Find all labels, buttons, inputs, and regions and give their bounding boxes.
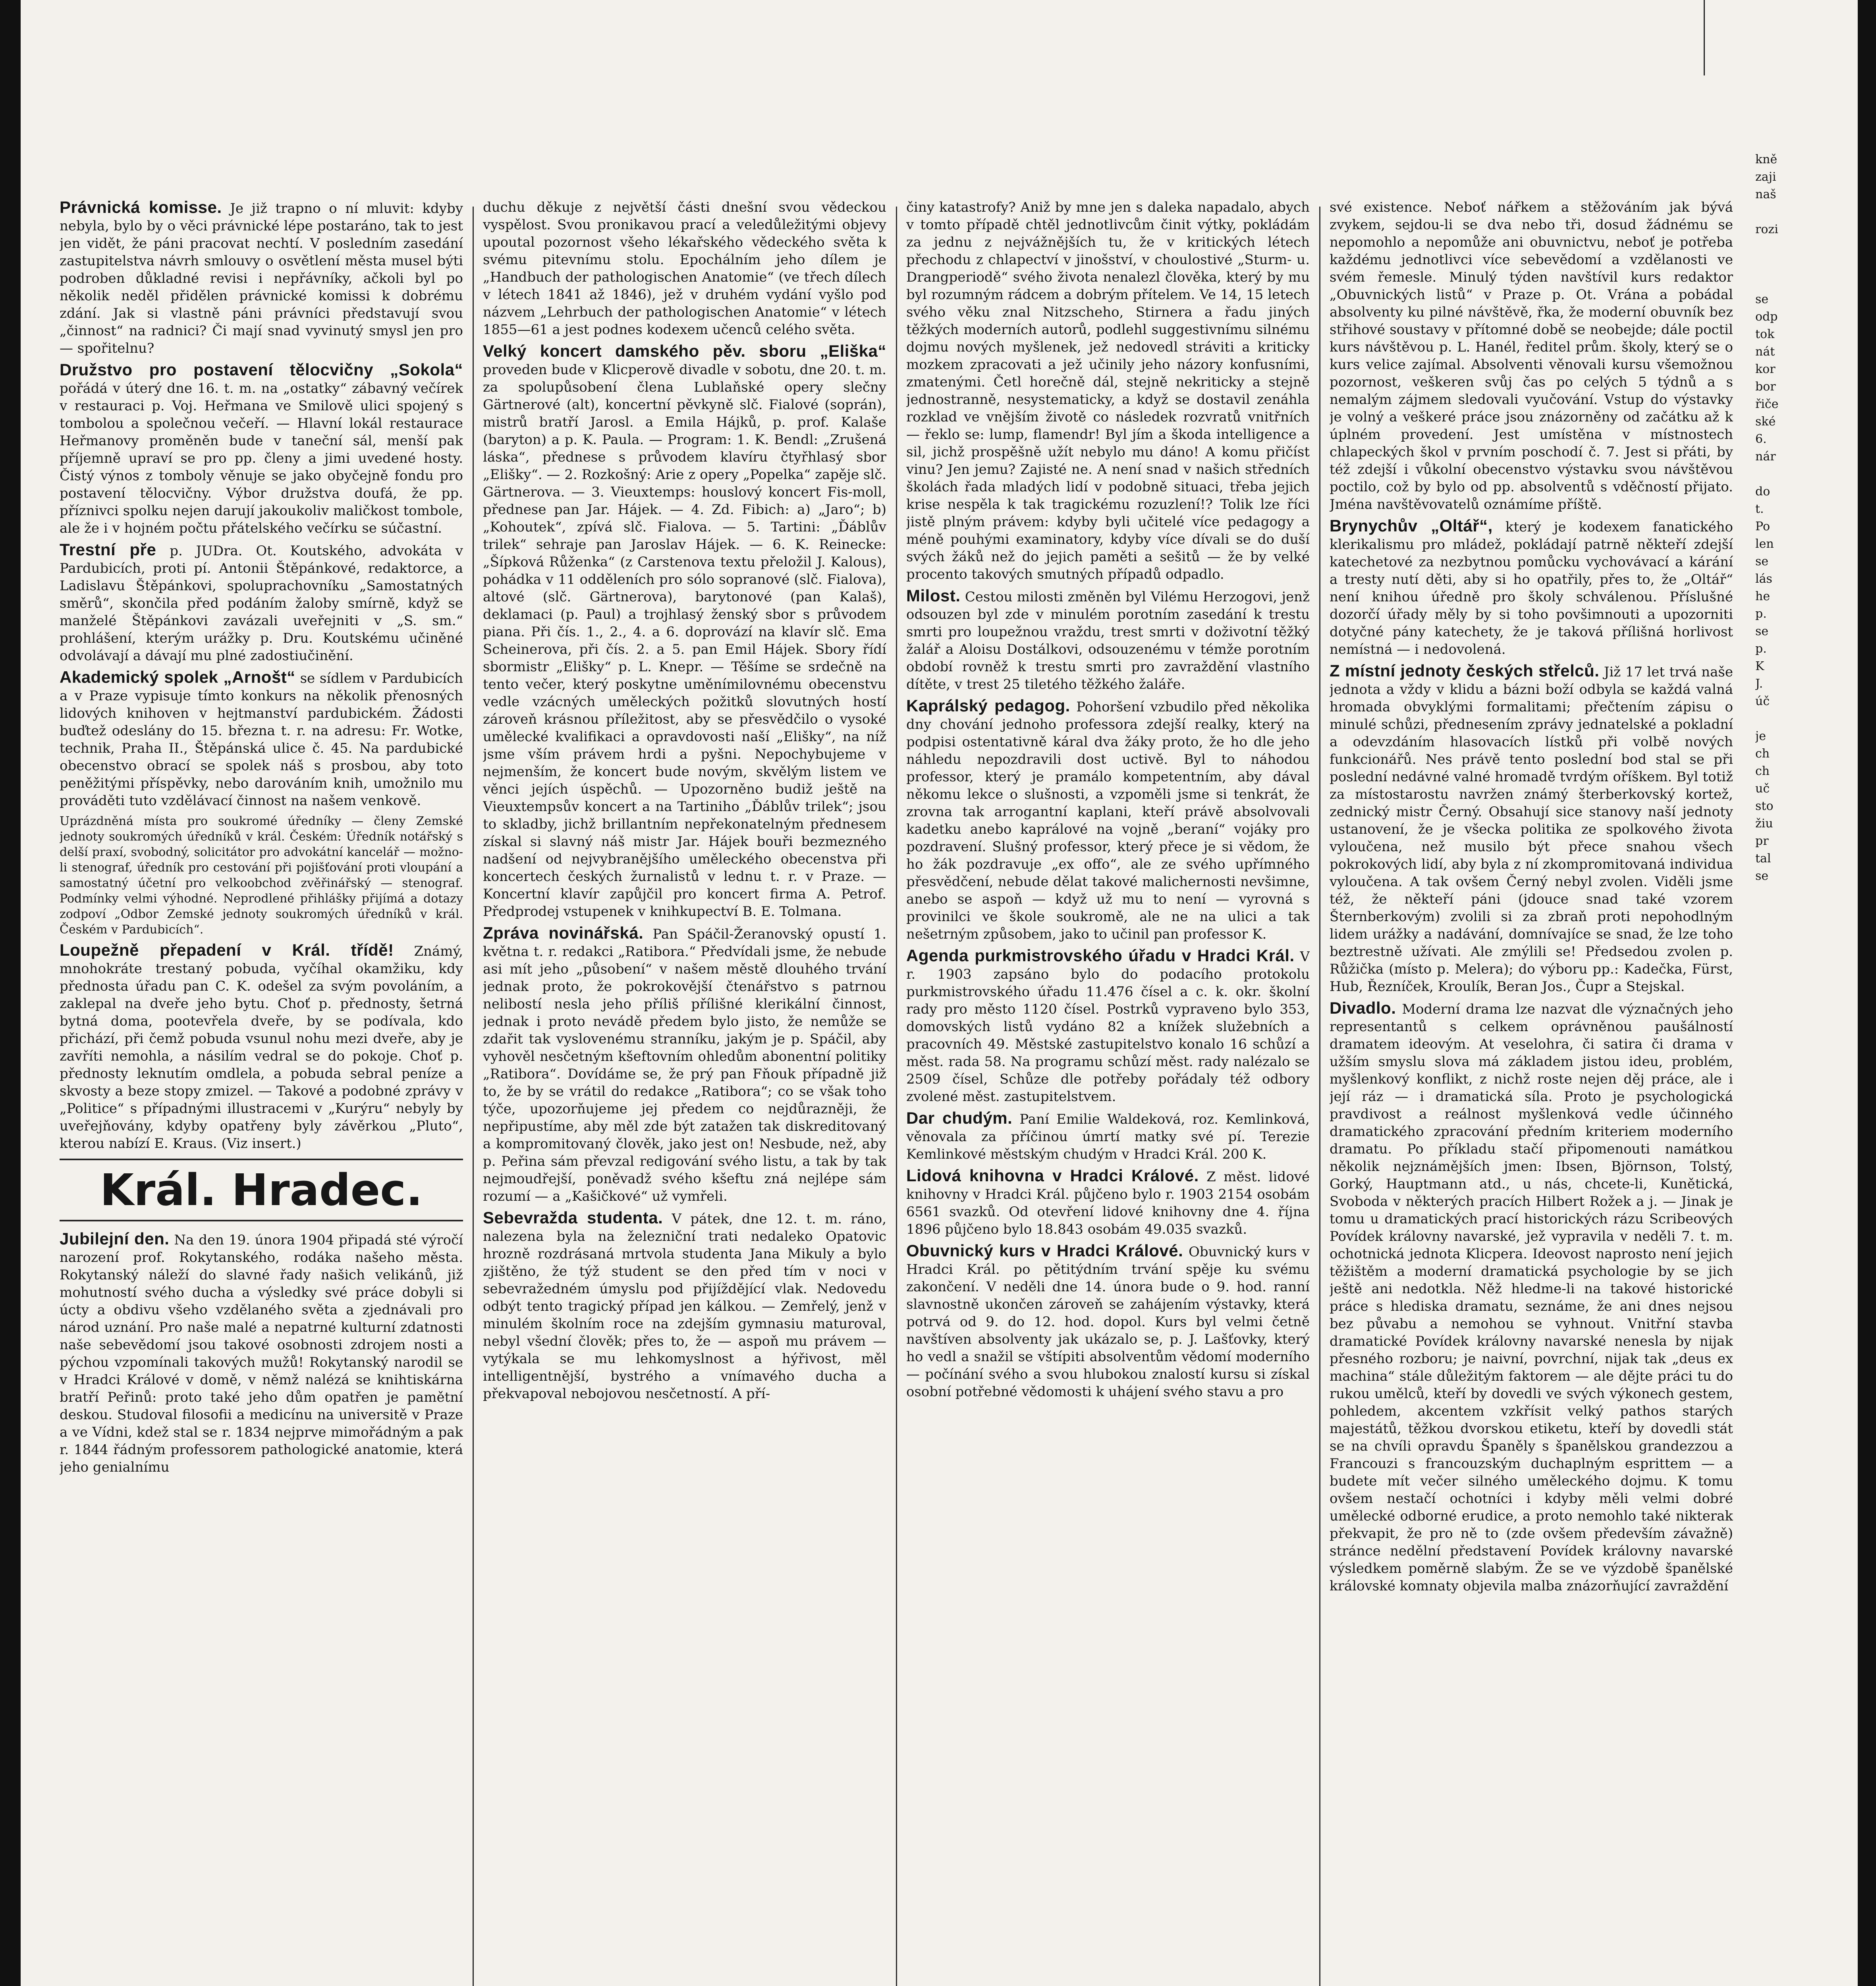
fragment-line: kor — [1755, 362, 1776, 376]
article-text: Cestou milosti změněn byl Vilému Herzogovi, jenž odsouzen byl zde v minulém porotním zasedání k trestu smrti pro loupežnou vraždu, trest smrti v doživotní těžký žalář a Aloisu Dostálkovi, odsouzenému v témže porotním období rovněž k trestu smrti pro zavraždění vlastního dítěte, v trest 25 tiletého těžkého žaláře. — [906, 589, 1310, 692]
scan-edge-left — [0, 0, 21, 1986]
article-paragraph — [483, 342, 886, 920]
article-heading: Družstvo pro postavení tělocvičny „Sokola“ — [60, 360, 463, 379]
fragment-line: se — [1755, 624, 1769, 638]
article-text: Pan Spáčil-Žeranovský opustí 1. května t. r. redakci „Ratibora.“ Předvídali jsme, že nebude asi mít jeho „působení“ v našem městě dlouhého trvání jednak proto, že pokrokovější čtenářstvo s patrnou nelibostí nesla jeho příliš přílišné klerikální činnost, jednak i proto nevádě předem bylo jisto, že nemůže se zdařit tak vyslovenému stranníku, jakým je p. Spáčil, aby vyhověl nesčetným kšeftovním ohledům abonentní politiky „Ratibora“. Dovídáme se, že prý pan Fňouk případně již to, že by se vrátil do redakce „Ratibora“; co se však toho týče, upozorňujeme jej předem co nejdůrazněji, že nepřipustíme, aby měl zde být zatažen tak diskreditovaný a kompromitovaný člověk, jako jest on! Nesbude, než, aby p. Peřina sám převzal redigování svého listu, a tak by tak nejmoudřejší, poněvadž svého kšeftu zná nejlépe sám rozumí — a „Kašičkové“ už vymřeli. — [483, 926, 886, 1204]
column-1 — [60, 199, 463, 1986]
fragment-line: sto — [1755, 799, 1774, 813]
fragment-line — [1755, 256, 1851, 273]
article-heading: Loupežně přepadení v Král. třídě! — [60, 941, 394, 959]
article-paragraph — [906, 1242, 1310, 1401]
column-2 — [483, 199, 886, 1986]
article-paragraph — [60, 361, 463, 537]
article-heading: Akademický spolek „Arnošt“ — [60, 668, 295, 686]
fragment-line: he — [1755, 589, 1770, 603]
article-paragraph — [483, 199, 886, 338]
article-text: Moderní drama lze nazvat dle význačných jeho representantů s celkem oprávněnou paušálností dramatem ideovým. At veselohra, či satira či drama v užším smyslu slova má základem jistou ideu, problém, myšlenkový konflikt, z nichž roste nejen děj práce, ale i její ráz — i dramatická síla. Proto je psychologická pravdivost a reálnost myšlenková vedle účinného dramatického zpracování předním kriteriem moderního dramatu. Po příkladu stačí připomenouti namátkou několik nejznámějších jmen: Ibsen, Björnson, Tolstý, Gorký, Hauptmann atd., u nás, chcete-li, Kunětická, Svoboda v některých pracích Hilbert Rožek a j. — Jinak je tomu u dramatických prací historických rázu Scribeových Povídek královny navarské, jež vypravila v neděli 7. t. m. ochotnická jednota Klicpera. Ideovost naprosto není jejich těžištěm a moderní dramatická psychologie by se jich ještě ani nedotkla. Něž hledme-li na takové historické práce s hlediska dramatu, seznáme, že ani dnes nejsou bez půvabu a nemohou se vyhnout. Vnitřní stavba dramatické Povídek královny navarské nenesla by nijak přesného rozboru; je naivní, povrchní, nijak tak „deus ex machina“ stále důležitým faktorem — ale dějte práci tu do rukou umělců, kteří by dovedli ve svých výkonech gestem, pohledem, akcentem vzkřísit velký pathos starých majestátů, těžkou dvorskou etiketu, kteří by dovedli stát se na chvíli opravdu Španěly s španělskou grandezzou a Francouzi s francouzským duchaplným esprittem — a budete mít večer silného uměleckého dojmu. K tomu ovšem nestačí ochotníci i kdyby měli velmi dobré umělecké odborné erudice, a proto nemohlo také nikterak překvapit, že pro ně to (zde ovšem především závažně) stránce nedělní představení Povídek královny navarské výsledkem poměrně slabým. Že se ve výzdobě španělské královské komnaty objevila malba znázorňující zavraždění — [1330, 1001, 1733, 1594]
article-heading: Brynychův „Oltář“, — [1330, 516, 1493, 535]
article-paragraph — [60, 813, 463, 937]
fragment-line: ch — [1755, 747, 1770, 761]
article-text: p. JUDra. Ot. Koutského, advokáta v Pardubicích, proti pí. Antonii Štěpánkové, redaktorce, a Ladislavu Štěpánkovi, spoluprachovníku „Samostatných směrů“, skončila před podáním žaloby smírně, když se manželé Štěpánkovi zavázali uveřejniti v „S. sm.“ prohlášení, kterým urážky p. Dru. Koutskému učiněné odvolávají a dávají mu plné zadostiučinění. — [60, 543, 463, 664]
fragment-line — [1755, 710, 1851, 728]
top-rule — [1704, 0, 1705, 75]
fragment-line: J. — [1755, 677, 1763, 691]
fragment-line: K — [1755, 659, 1764, 673]
article-paragraph — [60, 668, 463, 809]
article-heading: Lidová knihovna v Hradci Králové. — [906, 1166, 1199, 1185]
article-heading: Právnická komisse. — [60, 199, 222, 216]
section-heading: Král. Hradec. — [60, 1159, 463, 1221]
fragment-line: t. — [1755, 502, 1764, 516]
fragment-line: uč — [1755, 782, 1770, 796]
article-heading: Sebevražda studenta. — [483, 1208, 663, 1227]
fragment-line — [1755, 273, 1851, 291]
column-4 — [1330, 199, 1733, 1986]
article-paragraph — [1330, 662, 1733, 995]
fragment-line: řiče — [1755, 397, 1779, 411]
fragment-line: se — [1755, 869, 1769, 883]
article-text: činy katastrofy? Aniž by mne jen s daleka napadalo, abych v tomto případě chtěl jednotlivcům činit výtky, pokládám za jednu z nejvážnějších tu, že v kritických létech přechodu z chlapectví v jinošství, v choulostivé „Sturm- u. Drangperiodě“ svého života nenalezl člověka, který by mu byl rozumným rádcem a dobrým přítelem. Ve 14, 15 letech svého věku znal Nitzscheho, Stirnera a řadu jiných těžkých moderních autorů, podlehl suggestivnímu silnému dojmu nových myšlenek, jež nedovedl stráviti a kriticky mozkem zpracovati a jež učinily jeho názory konfusními, zmatenými. Četl horečně dál, stejně nekriticky a stejně jednostranně, nesystematicky, a když se dostavil zenáhla rozklad ve vnějším životě co následek rozvratů vnitřních — řeklo se: lump, flamendr! Byl jím a škoda intelligence a sil, jichž prospěšně užít nebylo mu dáno! A komu přičíst vinu? Jen jemu? Zajisté ne. A není snad v našich středních školách řada mladých lidí v podobně situaci, třeba jejich krise nespěla k tak tragickému rozuzlení!? Tolik lze říci jistě plným právem: kdyby byli učitelé více pedagogy a méně pouhými examinatory, kdyby více dívali se do duší svých žáků než do jejich paměti a sešitů — že by velké procento takových smutných případů odpadlo. — [906, 199, 1310, 582]
article-text: pořádá v úterý dne 16. t. m. na „ostatky“ zábavný večírek v restauraci p. Voj. Heřmana ve Smilově ulici spojený s tombolou a společnou večeří. — Hlavní lokál restaurace Heřmanovy proměněn bude v taneční sál, menší pak příjemně upraví se pro pp. členy a jimi uvedené hosty. Čistý výnos z tomboly věnuje se jako obyčejně fondu pro postavení tělocvičny. Výbor družstva doufá, že pp. příznivci spolku nejen darují jakoukoliv maličkost tombole, ale že i v hojném počtu přátelského večírku se súčastní. — [60, 381, 463, 536]
article-paragraph — [483, 924, 886, 1205]
article-paragraph — [906, 199, 1310, 583]
article-text: Již 17 let trvá naše jednota a vždy v klidu a bázni boží odbyla se každá valná hromada obvyklými formalitami; přečtením zápisu o minulé schůzi, přednesením zprávy jednatelské a pokladní a odevzdáním hlasovacích lístků při volbě nových funkcionářů. Nes právě tento poslední bod stal se při poslední nedávné valné hromadě tvrdým oříškem. Byl totiž za místostarostu navržen známý šterberkovský kortež, zednický mistr Černý. Obsahují sice stanovy naší jednoty ustanovení, že je všecka politika ze spolkového života vyloučena, než musilo být přece snahou všech pokrokových lidí, aby byla z ní zkompromitovaná individua vyloučena. A tak ovšem Černý nebyl zvolen. Viděli jsme též, že někteří páni (jdouce snad také vzorem Šternberkovým) zvolili si za zbraň proti nepohodlným lidem urážky a nadávání, domnívajíce se snad, že lze toho beztrestně užívati. Ale zmýlili se! Předsedou zvolen p. Růžička (místo p. Melera); do výboru pp.: Kadečka, Fürst, Hub, Řezníček, Kroulík, Beran Jos., Čupr a Stejskal. — [1330, 664, 1733, 995]
article-paragraph — [60, 941, 463, 1152]
article-paragraph — [906, 1109, 1310, 1163]
article-paragraph — [60, 199, 463, 357]
article-heading: Z místní jednoty českých střelců. — [1330, 661, 1600, 680]
article-paragraph — [906, 1167, 1310, 1238]
column-rule — [473, 207, 474, 1986]
fragment-line: p. — [1755, 642, 1767, 656]
fragment-line: nát — [1755, 345, 1775, 359]
article-paragraph — [1330, 999, 1733, 1595]
newspaper-page — [60, 199, 1733, 1986]
fragment-line: ch — [1755, 764, 1770, 778]
article-text: se sídlem v Pardubicích a v Praze vypisuje tímto konkurs na několik přenosných lidových knihoven v hejtmanství pardubickém. Žádosti buďtež odeslány do 15. března t. r. na adresu: Fr. Wotke, technik, Praha II., Štěpánská ulice č. 45. Na pardubické obecenstvo obrací se spolek náš s prosbou, aby toto peněžitými příspěvky, nebo darováním knih, umožnilo mu prováděti tuto vzdělávací činnost na našem venkově. — [60, 670, 463, 809]
fragment-line: do — [1755, 485, 1770, 498]
fragment-line: je — [1755, 729, 1766, 743]
article-heading: Divadlo. — [1330, 999, 1396, 1017]
adjacent-page-fragment — [1755, 151, 1851, 1819]
article-paragraph — [906, 697, 1310, 943]
article-heading: Trestní pře — [60, 540, 156, 559]
column-rule — [896, 207, 897, 1986]
fragment-line — [1755, 238, 1851, 256]
article-text: Paní Emilie Waldeková, roz. Kemlinková, věnovala za příčinou úmrtí matky své pí. Terezie Kemlinkové městským chudým v Hradci Král. 200 K. — [906, 1111, 1310, 1162]
article-paragraph — [60, 1230, 463, 1476]
column-3 — [906, 199, 1310, 1986]
article-text: Pohoršení vzbudilo před několika dny chování jednoho professora zdejší realky, který na podpisi ostentativně káral dva žáky proto, že ho dle jeho náhledu nepozdravili dost uctivě. Byl to náhodou professor, který je pramálo kompetentním, aby dával někomu lekce o slušnosti, a vzpoměli jsme si tenkrát, že zrovna tak arrogantní kaplani, kteří právě absolvovali kadetku anebo kaprálové na vojně „beraní“ vojáky pro pozdravení. Slušný professor, který přece je si vědom, že ho žák pozdravuje „ex offo“, ale ze svého upřímného přesvědčení, nebude dělat takové malichernosti nevšimne, anebo se aspoň — když už mu to není — vyrovná s provinilci ve škole soukromě, ale ne na ulici a tak nešetrným způsobem, jako to učinil pan professor K. — [906, 699, 1310, 942]
scan-edge-right — [1858, 0, 1876, 1986]
fragment-line: úč — [1755, 694, 1770, 708]
fragment-line: žiu — [1755, 817, 1773, 831]
fragment-line — [1755, 203, 1851, 221]
fragment-line: ské — [1755, 415, 1776, 429]
article-paragraph — [906, 587, 1310, 693]
article-text: V pátek, dne 12. t. m. ráno, nalezena byla na železniční trati nedaleko Opatovic hrozně rozdrásaná mrtvola studenta Jana Mikuly a bylo zjištěno, že týž student se den před tím v noci v sebevražedném úmyslu pod přijíždějící vlak. Nedovedu odbýt tento tragický případ jen kálkou. — Zemřelý, jenž v minulém školním roce na zdejším gymnasiu maturoval, nebyl všední člověk; přes to, že — aspoň mu právem — vytýkala se mu lehkomyslnost a hýřivost, měl intelligentnější, bystrého a vnímavého ducha a překvapoval nebojovou nesčetností. A pří- — [483, 1211, 886, 1402]
article-heading: Jubilejní den. — [60, 1229, 170, 1248]
fragment-line: se — [1755, 292, 1769, 306]
fragment-line: lás — [1755, 572, 1772, 586]
article-heading: Dar chudým. — [906, 1109, 1013, 1127]
fragment-line: tok — [1755, 327, 1775, 341]
article-text: proveden bude v Klicperově divadle v sobotu, dne 20. t. m. za spolupůsobení člena Lublaňské opery slečny Gärtnerové (alt), koncertní pěvkyně slč. Fialové (soprán), mistrů bratří Jarosl. a Emila Hájků, p. prof. Kalaše (baryton) a p. K. Paula. — Program: 1. K. Bendl: „Zrušená láska“, přednese s průvodem klavíru čtyřhlasý sbor „Elišky“. — 2. Rozkošný: Arie z opery „Popelka“ zapěje slč. Gärtnerova. — 3. Vieuxtemps: houslový koncert Fis-moll, přednese pan Jar. Hájek. — 4. Zd. Fibich: a) „Jaro“; b) „Kohoutek“, zpívá slč. Fialova. — 5. Tartini: „Ďáblův trilek“ sehraje pan Jaroslav Hájek. — 6. K. Reinecke: „Šípková Růženka“ (z Carstenova textu přeložil J. Kalous), pohádka v 11 odděleních pro sólo sopranové (slč. Fialova), altové (slč. Gärtnerova), barytonové (pan Kalaš), deklamaci (p. Paul) a trojhlasý ženský sbor s průvodem piana. Při čís. 1., 2., 4. a 6. doprovází na klavír slč. Ema Scheinerova, při čís. 2. a 5. pan Emil Hájek. Sbory řídí sbormistr „Elišky“ p. L. Knepr. — Těšíme se srdečně na tento večer, který poskytne uměnímilovnému obecenstvu vedle vzácných uměleckých požitků slovutných hostí zároveň krásnou příležitost, aby se přesvědčilo o vysoké umělecké kvalifikaci a opravdovosti naší „Elišky“, na níž jsme vším právem hrdi a pyšni. Nepochybujeme v nejmenším, že koncert bude novým, skvělým listem ve věnci jejích úspěchů. — Upozorněno budiž ještě na Vieuxtempsův koncert a na Tartiniho „Ďáblův trilek“; jsou to skladby, jichž brillantním nepřekonatelným přednesem získal si slavný náš mistr Jar. Hájek bouři bezmezného nadšení od nejvybranějšího uměleckého obecenstva při koncertech českých žurnalistů v lednu t. r. v Praze. — Koncertní klavír zapůjčil pro koncert firma A. Petrof. Předprodej vstupenek v knihkupectví B. E. Tolmana. — [483, 362, 886, 920]
article-text: Obuvnický kurs v Hradci Král. po pětitýdním trvání spěje ku svému zakončení. V neděli dne 14. února bude o 9. hod. ranní slavnostně ukončen zároveň se zahájením výstavky, která potrvá od 9. do 12. hod. dopol. Kurs byl velmi četně navštíven absolventy jak ukázalo se, p. J. Lašťovky, který ho vedl a snažil se vštípiti absolventům vědomí moderního — počínání svého a svou hlubokou znalostí kursu si získal osobní potřebné vědomosti k uhájení svého stavu a pro — [906, 1244, 1310, 1400]
article-text: který je kodexem fanatického klerikalismu pro mládež, pokládají patrně někteří zdejší katechetové za nezbytnou pomůcku vychovávací a kárání a tresty nutí děti, aby si ho opatřily, přes to, že „Oltář“ není knihou úředně pro školy schválenou. Příslušné dozorčí úřady měly by si toho povšimnouti a upozorniti dotyčné pány katechety, že je taková přílišná horlivost nemístná — i nedovolená. — [1330, 519, 1733, 657]
article-text: Je již trapno o ní mluvit: kdyby nebyla, bylo by o věci právnické lépe postaráno, tak to jest jen vidět, že páni pracovat nechtí. V posledním zasedání zastupitelstva návrh smlouvy o osvětlení města musel býti podroben důkladné revisi i nepřávníky, ačkoli byl po několik neděl přidělen právnické komissi k dobrému zdání. Jak si vlastně páni právníci představují svou „činnost“ na radnici? Či mají snad vyvinutý smysl jen pro — spořitelnu? — [60, 201, 463, 356]
fragment-line: Po — [1755, 520, 1770, 533]
fragment-line — [1755, 466, 1851, 483]
fragment-line: 6. — [1755, 432, 1767, 446]
article-text: Na den 19. února 1904 připadá sté výročí narození prof. Rokytanského, rodáka našeho města. Rokytanský náleží do slavné řady našich velikánů, již mohutností svého ducha a výsledky své práce dobyli si úcty a obdivu všeho vzdělaného světa a zjednávali pro národ uznání. Pro naše malé a nepatrné kulturní zdatnosti naše sebevědomí jsou takové osobnosti zdrojem nosti a pýchou vzpomínali takových mužů! Rokytanský narodil se v Hradci Králové v domě, v němž nalézá se knihtiskárna bratří Peřinů: proto také jeho dům opatřen je pamětní deskou. Studoval filosofii a medicínu na universitě v Praze a ve Vídni, kdež stal se r. 1834 nejprve mimořádným a pak r. 1844 řádným professorem pathologické anatomie, která jeho genialnímu — [60, 1232, 463, 1475]
fragment-line: bor — [1755, 380, 1776, 394]
article-heading: Obuvnický kurs v Hradci Králové. — [906, 1241, 1183, 1260]
fragment-line: odp — [1755, 310, 1778, 324]
article-paragraph — [1330, 517, 1733, 658]
article-paragraph — [483, 1209, 886, 1403]
article-paragraph — [906, 947, 1310, 1105]
article-paragraph — [1330, 199, 1733, 513]
fragment-line: rozi — [1755, 222, 1778, 236]
article-text: V r. 1903 zapsáno bylo do podacího protokolu purkmistrovského úřadu 11.476 čísel a c. k. okr. školní rady pro město 1120 čísel. Postrků vypraveno bylo 353, domovských listů vydáno 82 a knížek služebních a pracovních 49. Městské zastupitelstvo konalo 16 schůzí a měst. rada 58. Na programu schůzí měst. rady nalézalo se 2509 čísel, Schůze dle potřeby pořádaly též odbory zvolené měst. zastupitelstvem. — [906, 949, 1310, 1105]
fragment-line: zaji — [1755, 170, 1776, 184]
article-paragraph — [60, 541, 463, 665]
article-text: Uprázdněná místa pro soukromé úředníky — členy Zemské jednoty soukromých úředníků v král. Českém: Úředník notářský s delší praxí, svobodný, solicitátor pro advokátní kancelář — možno-li stenograf, úředník pro cestování při pojišťování proti vloupání a samostatný účetní pro velkoobchod zvěřinářský — stenograf. Podmínky velmi výhodné. Neprodlené přihlášky přijímá a dotazy zodpoví „Odbor Zemské jednoty soukromých úředníků v král. Českém v Pardubicích“. — [60, 814, 463, 937]
fragment-line: naš — [1755, 187, 1776, 201]
article-heading: Milost. — [906, 586, 961, 605]
article-text: své existence. Neboť nářkem a stěžováním jak bývá zvykem, sejdou-li se dva nebo tři, dosud žádnému se nepomohlo a nepomůže ani obuvnictvu, neboť je potřeba každému jednotlivci více sebevědomí a vzdělanosti ve svém řemesle. Minulý týden navštívil kurs redaktor „Obuvnických listů“ v Praze p. Ot. Vrána a pobádal absolventy ku pilné návštěvě, řka, že moderní obuvník bez střihové soustavy v přítomné době se neobejde; dále poctil kurs návštěvou p. L. Hanél, ředitel prům. školy, který se o kurs velice zajímal. Absolventi věnovali kursu všemožnou pozornost, veškeren svůj čas po celých 5 týdnů a s nemalým zájmem sledovali vyučování. Vstup do výstavky je volný a veškeré práce jsou znázorněny od začátku až k úplném provedení. Jest umístěna v místnostech chlapeckých škol v prvním poschodí č. 7. Jest si přáti, by též zdejší i vůkolní obecenstvo výstavku svou návštěvou poctilo, což by bylo od pp. absolventů s vděčností přijato. Jména navštěvovatelů oznámíme příště. — [1330, 199, 1733, 512]
article-heading: Zpráva novinářská. — [483, 923, 644, 942]
fragment-line: pr — [1755, 834, 1769, 848]
article-text: duchu děkuje z největší části dnešní svou vědeckou vyspělost. Svou pronikavou prací a veledůležitými objevy upoutal pozornost všeho lékařského vědeckého světa k svému pitevnímu stolu. Epochálním jeho dílem je „Handbuch der pathologischen Anatomie“ (ve třech dílech v létech 1841 až 1846), jež v druhém vydání vyšlo pod názvem „Lehrbuch der pathologischen Anatomie“ v létech 1855—61 a jest podnes kodexem učenců celého světa. — [483, 199, 886, 338]
article-text: Z měst. lidové knihovny v Hradci Král. půjčeno bylo r. 1903 2154 osobám 6561 svazků. Od otevření lidové knihovny dne 4. října 1896 půjčeno bylo 18.843 osobám 49.035 svazků. — [906, 1169, 1310, 1237]
fragment-line: tal — [1755, 852, 1771, 865]
article-heading: Velký koncert damského pěv. sboru „Eliška“ — [483, 342, 886, 360]
column-rule — [1319, 207, 1320, 1986]
article-heading: Agenda purkmistrovského úřadu v Hradci Král. — [906, 946, 1295, 965]
article-text: Známý, mnohokráte trestaný pobuda, vyčíhal okamžiku, kdy přednosta úřadu pan C. K. odešel za svým povoláním, a zaklepal na dveře jeho bytu. Choť p. přednosty, šetrná bytná doma, pootevřela dveře, by se podívala, kdo přichází, při čemž pobuda vsunul nohu mezi dveře, aby je zavříti nemohla, a násilím vedral se do pokoje. Choť p. přednosty leknutím omdlela, a pobuda sebral peníze a skvosty a beze stopy zmizel. — Takové a podobné zprávy v „Politice“ s případnými illustracemi v „Kurýru“ nebyly by uveřejňovány, kdyby opatřeny byly závěrkou „Pluto“, kterou nabízí E. Kraus. (Viz insert.) — [60, 943, 463, 1151]
fragment-line: se — [1755, 554, 1769, 568]
fragment-line: len — [1755, 537, 1774, 551]
fragment-line: p. — [1755, 607, 1767, 621]
fragment-line: nár — [1755, 450, 1776, 464]
fragment-line: kně — [1755, 153, 1778, 166]
article-heading: Kaprálský pedagog. — [906, 696, 1070, 715]
